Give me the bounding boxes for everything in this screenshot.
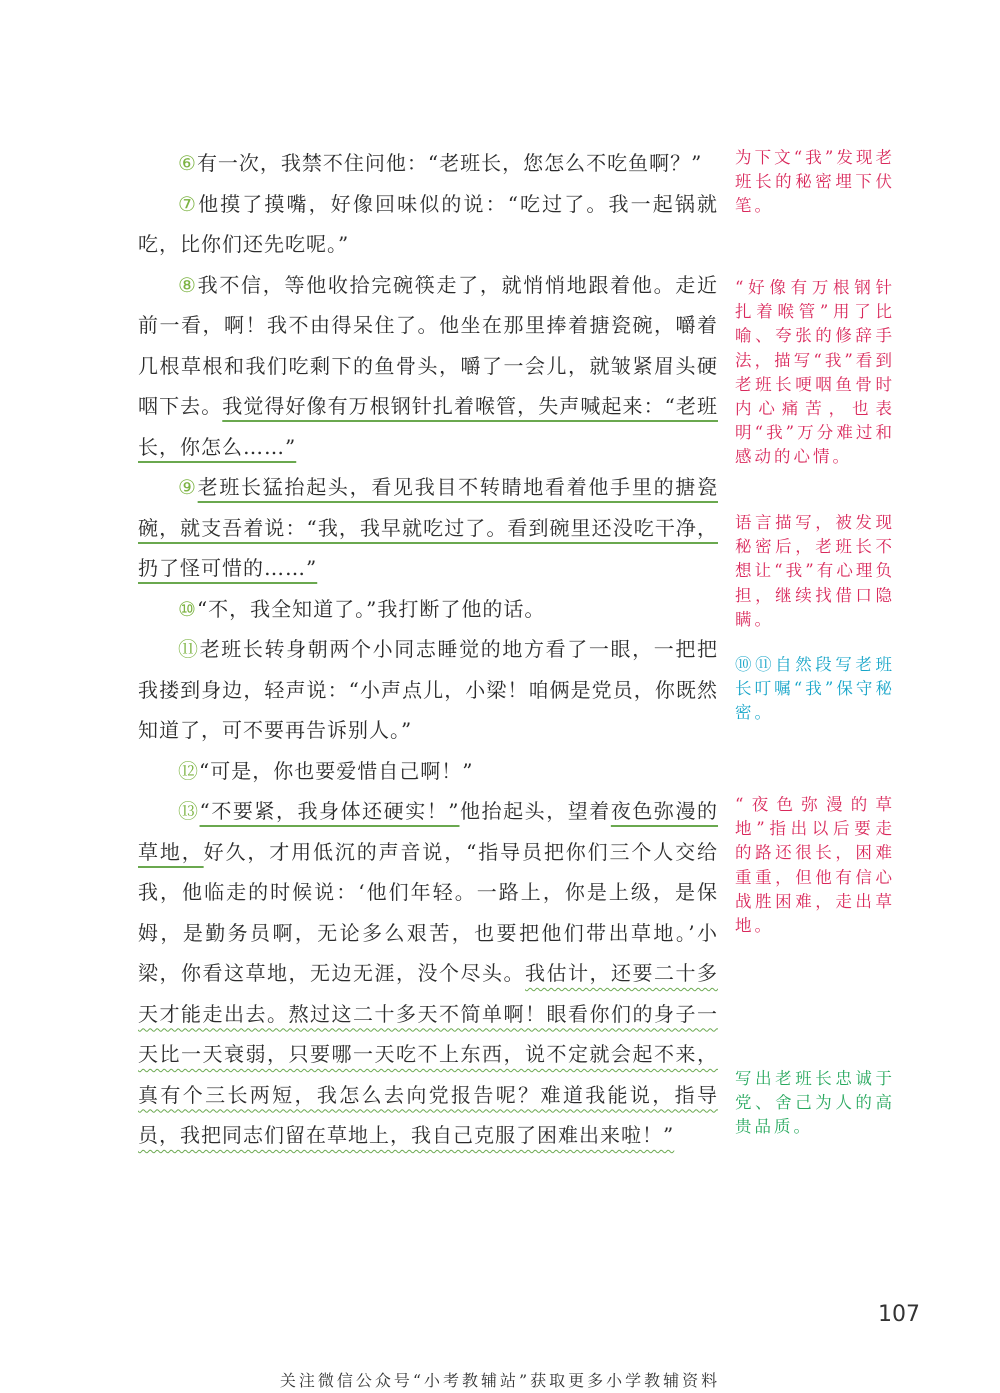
paragraph-8 xyxy=(138,265,718,468)
paragraph-text: 老班长转身朝两个小同志睡觉的地方看了一眼，一把把我搂到身边，轻声说：“小声点儿，小梁！咱俩是党员，你既然知道了，可不要再告诉别人。” xyxy=(138,637,718,742)
paragraph-number: ⑥ xyxy=(178,151,197,175)
margin-note-4: ⑩⑪自然段写老班长叮嘱“我”保守秘密。 xyxy=(735,655,895,723)
page-number: 107 xyxy=(878,1302,920,1327)
paragraph-13 xyxy=(138,791,718,1156)
margin-note-2: “好像有万根钢针扎着喉管”用了比喻、夸张的修辞手法，描写“我”看到老班长哽咽鱼骨时内心痛苦，也表明“我”万分难过和感动的心情。 xyxy=(735,278,895,467)
paragraph-text: 有一次，我禁不住问他：“老班长，您怎么不吃鱼啊？” xyxy=(196,151,703,175)
paragraph-number: ⑦ xyxy=(178,191,199,216)
paragraph-10 xyxy=(138,589,718,630)
wavy-underlined-sentence: 我估计，还要二十多天才能走出去。熬过这二十多天不简单啊！眼看你们的身子一天比一天衰弱，只要哪一天吃不上东西，说不定就会起不来，真有个三长两短，我怎么去向党报告呢？难道我能说，指导员，我把同志们留在草地上，我自己克服了困难出来啦！” xyxy=(138,961,718,1147)
paragraph-text: 我不信，等他收拾完碗筷走了，就悄悄地跟着他。走近前一看，啊！我不由得呆住了。他坐在那里捧着搪瓷碗，嚼着几根草根和我们吃剩下的鱼骨头，嚼了一会儿，就皱紧眉头硬咽下去。 xyxy=(138,272,718,418)
paragraph-11 xyxy=(138,629,718,751)
paragraph-number: ⑪ xyxy=(178,637,200,661)
paragraph-text: “不，我全知道了。”我打断了他的话。 xyxy=(196,596,546,621)
paragraph-6 xyxy=(138,143,718,184)
paragraph-7 xyxy=(138,184,718,265)
underlined-sentence: “不要紧，我身体还硬实！” xyxy=(199,799,460,823)
paragraph-text: 好久，才用低沉的声音说，“指导员把你们三个人交给我，他临走的时候说：‘他们年轻。一路上，你是上级，是保姆，是勤务员啊，无论多么艰苦，也要把他们带出草地。’小梁，你看这草地，无边无涯，没个尽头。 xyxy=(138,839,719,985)
paragraph-text: 他摸了摸嘴，好像回味似的说：“吃过了。我一起锅就吃，比你们还先吃呢。” xyxy=(138,191,718,256)
underlined-sentence: 夜色弥漫的草地， xyxy=(138,799,719,864)
margin-note-3: 语言描写，被发现秘密后，老班长不想让“我”有心理负担，继续找借口隐瞒。 xyxy=(735,513,895,629)
paragraph-number: ⑧ xyxy=(178,272,198,297)
paragraph-number: ⑫ xyxy=(178,758,199,783)
margin-note-5: “夜色弥漫的草地”指出以后要走的路还很长，困难重重，但他有信心战胜困难，走出草地。 xyxy=(735,795,895,936)
footer-notice: 关注微信公众号“小考教辅站”获取更多小学教辅资料 xyxy=(279,1371,721,1390)
paragraph-text: “可是，你也要爱惜自己啊！” xyxy=(199,758,474,783)
paragraph-9 xyxy=(138,467,718,589)
paragraph-number: ⑨ xyxy=(178,475,198,499)
paragraph-number: ⑬ xyxy=(178,799,200,823)
main-text xyxy=(138,143,718,1156)
underlined-sentence: 老班长猛抬起头，看见我目不转睛地看着他手里的搪瓷碗，就支吾着说：“我，我早就吃过了。看到碗里还没吃干净，扔了怪可惜的……” xyxy=(138,475,718,580)
margin-note-6: 写出老班长忠诚于党、舍己为人的高贵品质。 xyxy=(735,1069,895,1137)
underlined-sentence: 我觉得好像有万根钢针扎着喉管，失声喊起来：“老班长，你怎么……” xyxy=(138,394,718,459)
paragraph-text: 他抬起头，望着 xyxy=(459,799,611,823)
margin-note-1: 为下文“我”发现老班长的秘密埋下伏笔。 xyxy=(735,148,895,216)
paragraph-number: ⑩ xyxy=(178,596,197,621)
paragraph-12 xyxy=(138,751,718,792)
